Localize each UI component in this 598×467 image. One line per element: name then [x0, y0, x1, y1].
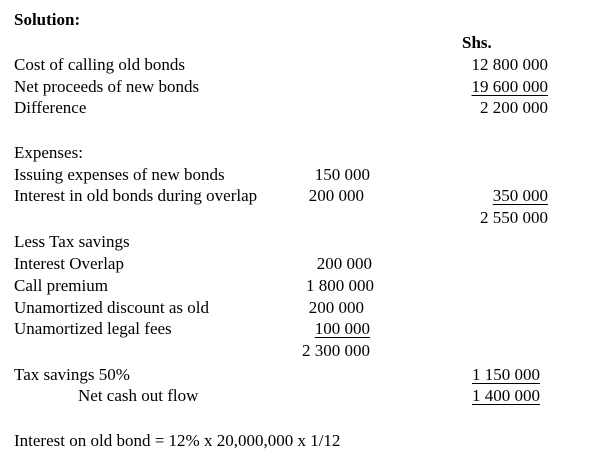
tax-subtotal-value: 2 300 000 [302, 341, 370, 360]
unamortized-discount-value: 200 000 [308, 298, 364, 317]
difference-value: 2 200 000 [480, 98, 548, 117]
net-proceeds-label: Net proceeds of new bonds [14, 77, 200, 96]
call-premium-label: Call premium [14, 276, 108, 295]
interest-overlap-label: Interest Overlap [14, 254, 124, 273]
interest-overlap-expense-label: Interest in old bonds during overlap [14, 186, 258, 205]
net-proceeds-value: 19 600 000 [471, 77, 548, 96]
interest-overlap-value: 200 000 [316, 254, 372, 273]
net-cash-outflow-label: Net cash out flow [78, 386, 199, 405]
expenses-total-value: 350 000 [492, 186, 548, 205]
interest-overlap-expense-value: 200 000 [308, 186, 364, 205]
cost-calling-label: Cost of calling old bonds [14, 55, 185, 74]
tax-savings-value: 1 150 000 [472, 365, 540, 384]
tax-savings-label: Tax savings 50% [14, 365, 130, 384]
heading: Solution: [14, 10, 81, 29]
unamortized-legal-label: Unamortized legal fees [14, 319, 172, 338]
difference-label: Difference [14, 98, 87, 117]
cost-calling-value: 12 800 000 [471, 55, 548, 74]
running-total-value: 2 550 000 [480, 208, 548, 227]
net-cash-outflow-value: 1 400 000 [472, 386, 540, 405]
issuing-expenses-label: Issuing expenses of new bonds [14, 165, 225, 184]
currency-header: Shs. [462, 33, 492, 52]
expenses-title: Expenses: [14, 143, 83, 162]
tax-savings-title: Less Tax savings [14, 232, 130, 251]
unamortized-legal-value: 100 000 [314, 319, 370, 338]
unamortized-discount-label: Unamortized discount as old [14, 298, 209, 317]
issuing-expenses-value: 150 000 [314, 165, 370, 184]
call-premium-value: 1 800 000 [306, 276, 374, 295]
interest-footnote: Interest on old bond = 12% x 20,000,000 x 1/12 [14, 431, 341, 450]
